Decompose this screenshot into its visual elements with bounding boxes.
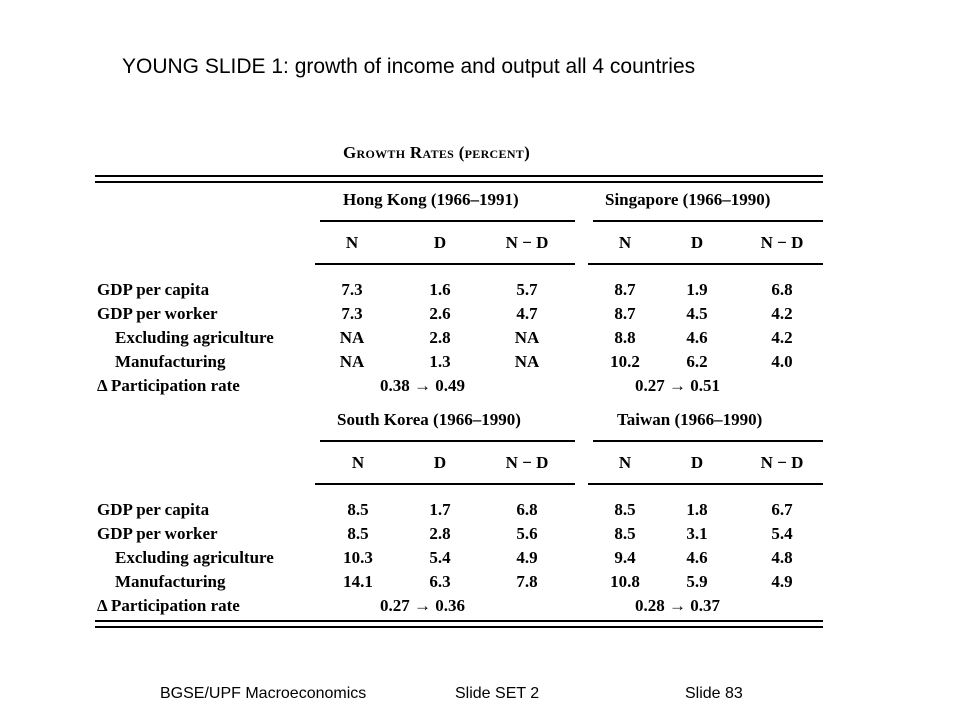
country-rule — [593, 440, 823, 442]
table-cell: 4.2 — [771, 304, 793, 323]
table-cell: 5.6 — [516, 524, 538, 543]
column-header: D — [690, 453, 704, 472]
table-cell: 3.1 — [686, 524, 708, 543]
table-cell: NA — [339, 352, 365, 371]
table-cell: 6.7 — [771, 500, 793, 519]
table-cell: 6.2 — [686, 352, 708, 371]
table-cell: 1.7 — [429, 500, 451, 519]
participation-rate-value: 0.28 → 0.37 — [635, 596, 720, 615]
table-bottom-rule — [95, 620, 823, 622]
table-cell: 7.3 — [341, 304, 363, 323]
footer-course: BGSE/UPF Macroeconomics — [160, 685, 367, 702]
row-label: GDP per capita — [97, 280, 210, 299]
country-rule — [320, 220, 575, 222]
participation-rate-value: 0.27 → 0.51 — [635, 376, 720, 395]
header-rule — [315, 483, 575, 485]
column-header: D — [433, 233, 447, 252]
table-cell: 8.8 — [614, 328, 636, 347]
table-cell: 4.8 — [771, 548, 793, 567]
row-label: GDP per capita — [97, 500, 210, 519]
table-cell: 7.8 — [516, 572, 538, 591]
table-cell: 4.6 — [686, 328, 708, 347]
table-top-rule — [95, 175, 823, 177]
table-cell: 9.4 — [614, 548, 636, 567]
table-cell: 5.9 — [686, 572, 708, 591]
table-cell: 4.9 — [516, 548, 538, 567]
country-heading: Taiwan (1966–1990) — [617, 410, 763, 429]
country-heading: Hong Kong (1966–1991) — [343, 190, 519, 209]
row-label: Δ Participation rate — [97, 596, 240, 615]
header-rule — [315, 263, 575, 265]
column-header: D — [433, 453, 447, 472]
table-cell: 8.5 — [614, 500, 636, 519]
column-header: N — [345, 233, 359, 252]
header-rule — [588, 483, 823, 485]
column-header: N − D — [505, 233, 549, 252]
table-cell: 7.3 — [341, 280, 363, 299]
table-cell: 5.4 — [429, 548, 451, 567]
table-cell: 2.6 — [429, 304, 451, 323]
table-title: Growth Rates (percent) — [343, 143, 531, 162]
row-label: Excluding agriculture — [115, 328, 274, 347]
table-cell: 1.3 — [429, 352, 451, 371]
table-cell: 8.7 — [614, 304, 636, 323]
header-rule — [588, 263, 823, 265]
column-header: N − D — [760, 233, 804, 252]
footer-slide-set: Slide SET 2 — [455, 685, 540, 702]
table-cell: 6.3 — [429, 572, 451, 591]
table-cell: 8.7 — [614, 280, 636, 299]
row-label: GDP per worker — [97, 304, 218, 323]
country-rule — [320, 440, 575, 442]
column-header: D — [690, 233, 704, 252]
row-label: Excluding agriculture — [115, 548, 274, 567]
table-cell: NA — [514, 352, 540, 371]
table-cell: 2.8 — [429, 524, 451, 543]
table-cell: NA — [514, 328, 540, 347]
footer-slide-number: Slide 83 — [685, 685, 743, 702]
table-cell: 5.4 — [771, 524, 793, 543]
table-cell: NA — [339, 328, 365, 347]
column-header: N − D — [760, 453, 804, 472]
participation-rate-value: 0.27 → 0.36 — [380, 596, 465, 615]
slide-title: YOUNG SLIDE 1: growth of income and output all 4 countries — [122, 55, 696, 78]
row-label: GDP per worker — [97, 524, 218, 543]
table-cell: 4.5 — [686, 304, 708, 323]
table-cell: 4.9 — [771, 572, 793, 591]
country-rule — [593, 220, 823, 222]
table-cell: 8.5 — [347, 500, 369, 519]
country-heading: Singapore (1966–1990) — [605, 190, 771, 209]
column-header: N — [618, 233, 632, 252]
row-label: Manufacturing — [115, 572, 226, 591]
table-cell: 6.8 — [516, 500, 538, 519]
table-cell: 5.7 — [516, 280, 538, 299]
table-bottom-rule-2 — [95, 626, 823, 628]
table-cell: 4.0 — [771, 352, 793, 371]
table-cell: 8.5 — [614, 524, 636, 543]
table-cell: 10.3 — [343, 548, 373, 567]
row-label: Manufacturing — [115, 352, 226, 371]
table-cell: 10.8 — [610, 572, 640, 591]
table-cell: 1.8 — [686, 500, 708, 519]
table-cell: 2.8 — [429, 328, 451, 347]
row-label: Δ Participation rate — [97, 376, 240, 395]
participation-rate-value: 0.38 → 0.49 — [380, 376, 465, 395]
table-cell: 10.2 — [610, 352, 640, 371]
country-heading: South Korea (1966–1990) — [337, 410, 521, 429]
table-cell: 4.6 — [686, 548, 708, 567]
table-top-rule-2 — [95, 181, 823, 183]
table-cell: 14.1 — [343, 572, 373, 591]
table-cell: 4.7 — [516, 304, 538, 323]
table-cell: 4.2 — [771, 328, 793, 347]
table-cell: 6.8 — [771, 280, 793, 299]
column-header: N − D — [505, 453, 549, 472]
table-cell: 1.6 — [429, 280, 451, 299]
column-header: N — [618, 453, 632, 472]
column-header: N — [351, 453, 365, 472]
table-cell: 8.5 — [347, 524, 369, 543]
table-cell: 1.9 — [686, 280, 708, 299]
